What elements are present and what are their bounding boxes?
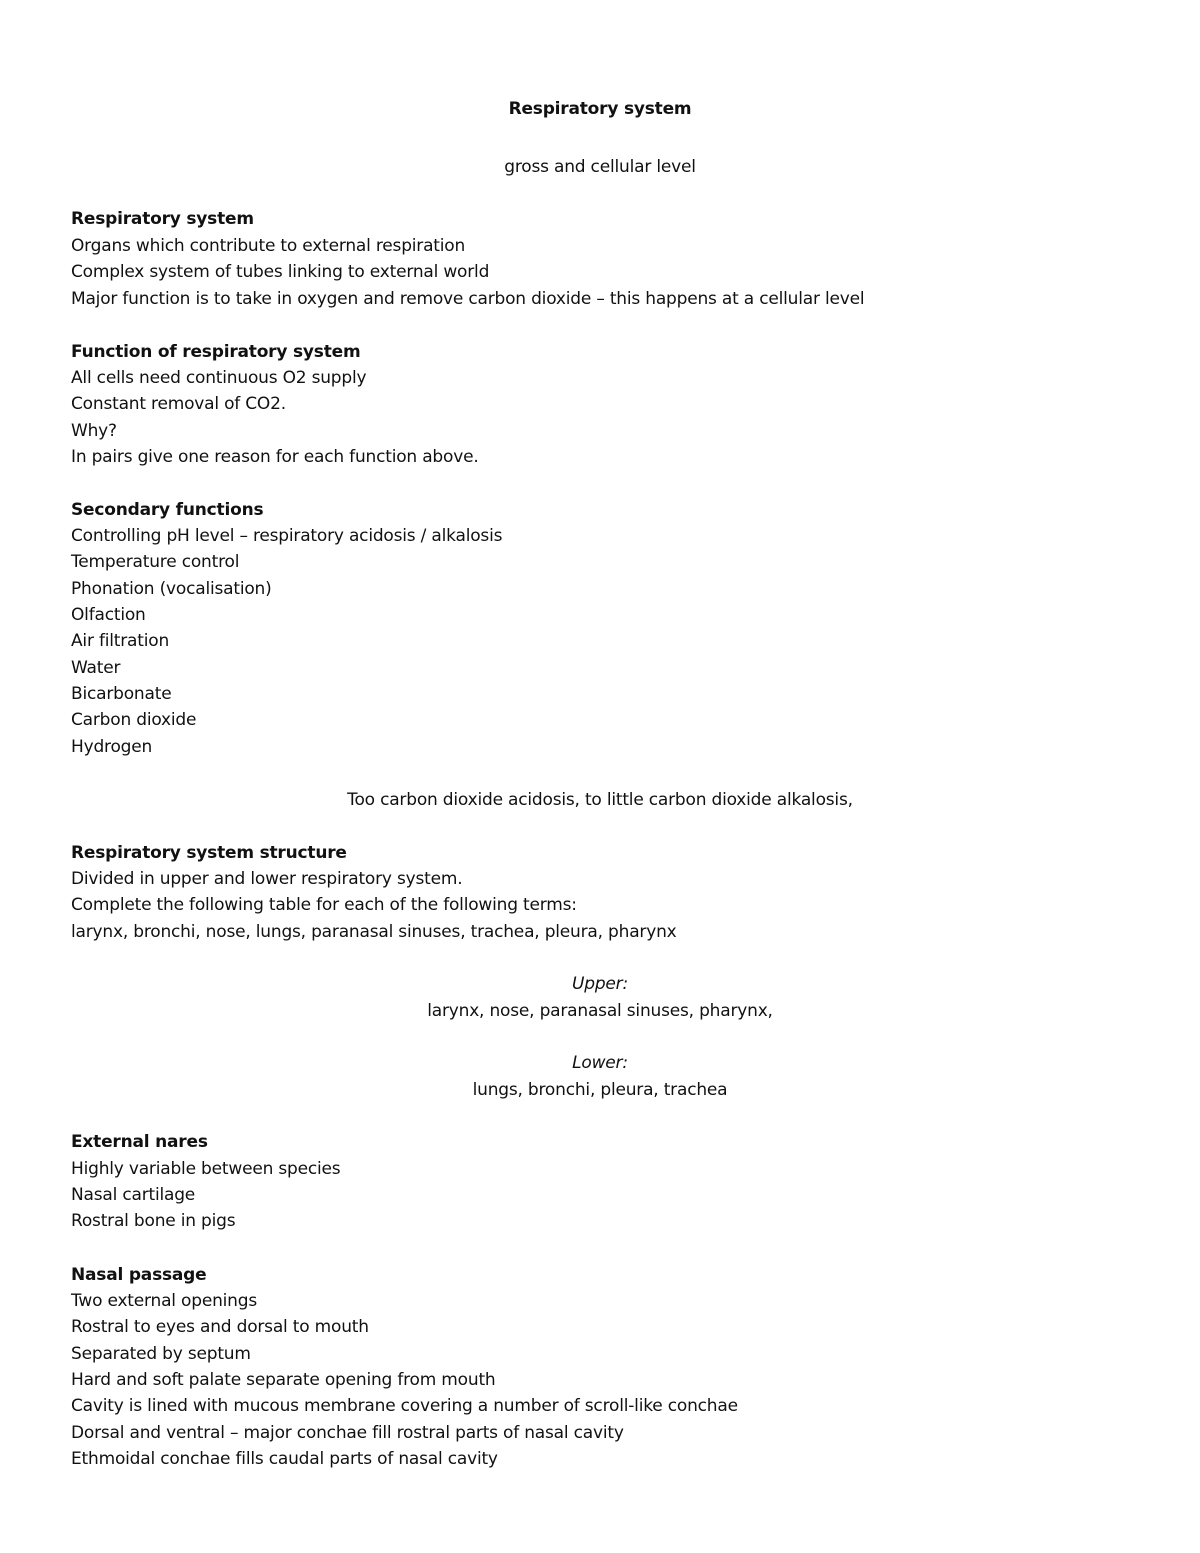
text-line: Highly variable between species	[71, 1159, 341, 1179]
upper-items: larynx, nose, paranasal sinuses, pharynx,	[427, 1001, 773, 1021]
lower-label: Lower:	[572, 1053, 628, 1073]
list-item: Air filtration	[71, 631, 170, 651]
text-line: larynx, bronchi, nose, lungs, paranasal sinuses, trachea, pleura, pharynx	[71, 922, 677, 942]
text-line: Two external openings	[71, 1291, 258, 1311]
text-line: Rostral to eyes and dorsal to mouth	[71, 1317, 369, 1337]
text-line: Ethmoidal conchae fills caudal parts of nasal cavity	[71, 1449, 498, 1469]
upper-label: Upper:	[571, 974, 628, 994]
document-title: Respiratory system	[508, 99, 692, 119]
list-item: Hydrogen	[71, 737, 153, 757]
list-item: Water	[71, 658, 121, 678]
section-heading: Nasal passage	[71, 1265, 207, 1285]
list-item: Olfaction	[71, 605, 146, 625]
text-line: Why?	[71, 421, 117, 441]
text-line: Constant removal of CO2.	[71, 394, 286, 414]
text-line: Rostral bone in pigs	[71, 1211, 236, 1231]
section-heading: Function of respiratory system	[71, 342, 361, 362]
text-line: Dorsal and ventral – major conchae fill rostral parts of nasal cavity	[71, 1423, 624, 1443]
section-heading: Secondary functions	[71, 500, 264, 520]
text-line: Cavity is lined with mucous membrane covering a number of scroll-like conchae	[71, 1396, 738, 1416]
list-item: Bicarbonate	[71, 684, 172, 704]
text-line: Hard and soft palate separate opening from mouth	[71, 1370, 496, 1390]
section-heading: External nares	[71, 1132, 208, 1152]
list-item: Phonation (vocalisation)	[71, 579, 272, 599]
centered-note: Too carbon dioxide acidosis, to little carbon dioxide alkalosis,	[347, 790, 853, 810]
text-line: Complete the following table for each of the following terms:	[71, 895, 577, 915]
section-heading: Respiratory system	[71, 209, 254, 229]
text-line: In pairs give one reason for each function above.	[71, 447, 479, 467]
text-line: Separated by septum	[71, 1344, 251, 1364]
document-subtitle: gross and cellular level	[504, 157, 696, 177]
text-line: Major function is to take in oxygen and remove carbon dioxide – this happens at a cellular level	[71, 289, 865, 309]
text-line: Organs which contribute to external respiration	[71, 236, 466, 256]
list-item: Controlling pH level – respiratory acidosis / alkalosis	[71, 526, 503, 546]
list-item: Temperature control	[71, 552, 240, 572]
section-heading: Respiratory system structure	[71, 843, 347, 863]
text-line: All cells need continuous O2 supply	[71, 368, 367, 388]
list-item: Carbon dioxide	[71, 710, 197, 730]
text-line: Nasal cartilage	[71, 1185, 196, 1205]
text-line: Divided in upper and lower respiratory system.	[71, 869, 463, 889]
lower-items: lungs, bronchi, pleura, trachea	[472, 1080, 728, 1100]
text-line: Complex system of tubes linking to external world	[71, 262, 490, 282]
